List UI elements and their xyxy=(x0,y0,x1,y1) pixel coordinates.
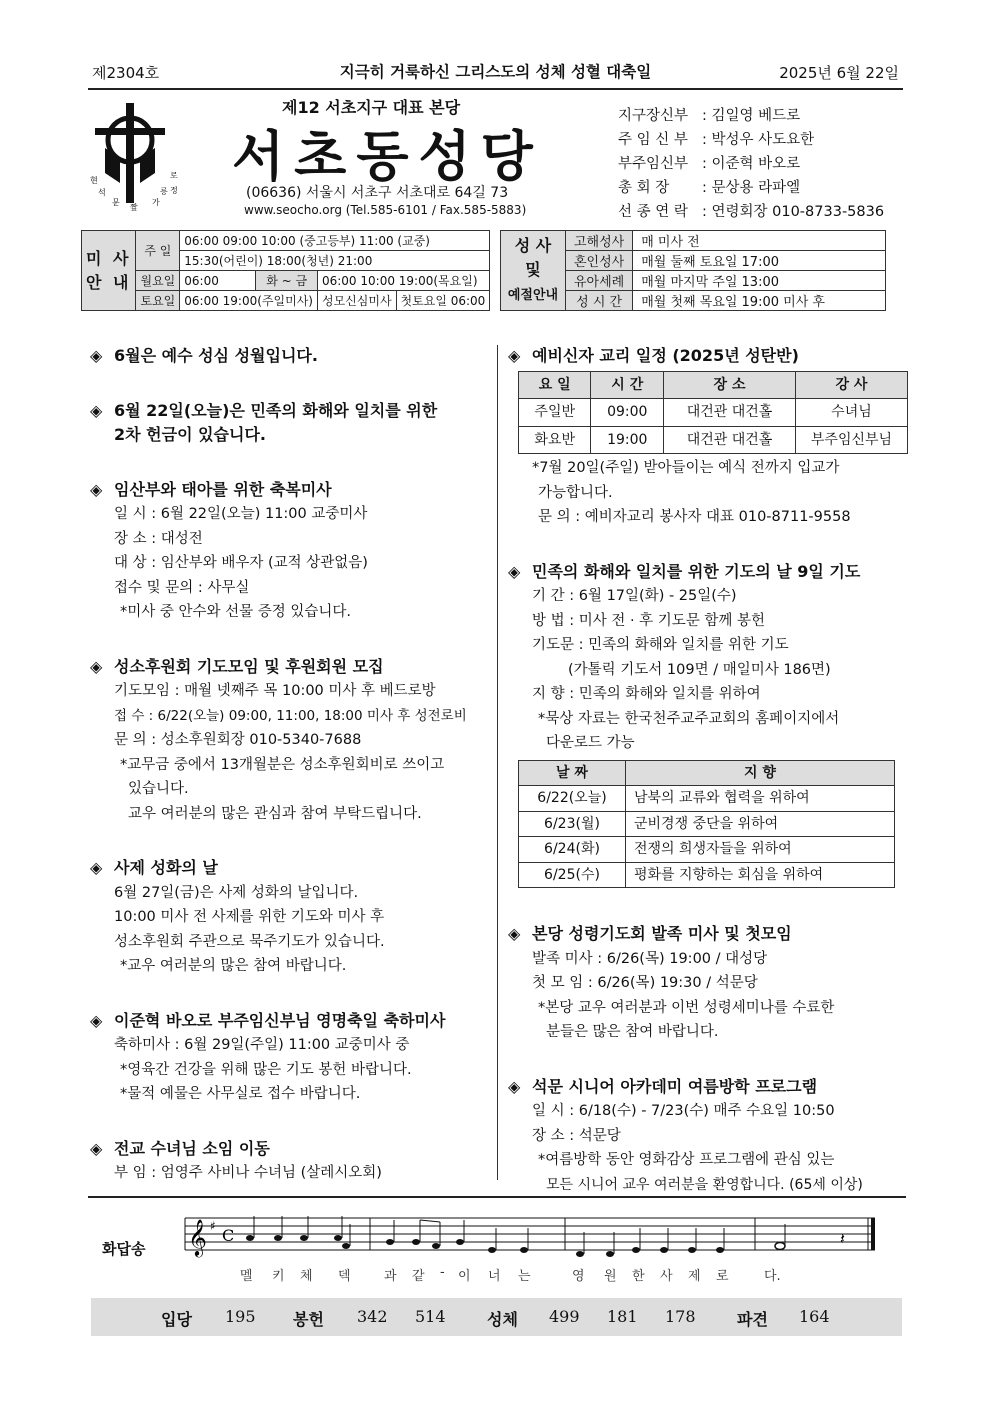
first-saturday-mass: 첫토요일 06:00 xyxy=(396,291,490,311)
table-cell: 대건관 대건홀 xyxy=(664,426,796,454)
diamond-bullet-icon: ◈ xyxy=(90,1138,103,1158)
table-header: 날 짜 xyxy=(519,760,626,786)
diamond-bullet-icon: ◈ xyxy=(90,656,103,676)
notice-heading: ◈ 임산부와 태아를 위한 축복미사 xyxy=(90,478,490,503)
logo-char: 가 xyxy=(152,198,160,207)
table-row xyxy=(519,862,895,888)
sacrament-key: 유아세례 xyxy=(566,271,633,291)
table-cell: 주일반 xyxy=(519,399,591,427)
lyric-syllable: 사 xyxy=(660,1269,673,1284)
notice-line: 첫 모 임 : 6/26(목) 19:30 / 석문당 xyxy=(532,975,758,991)
notice-line: *물적 예물은 사무실로 접수 바랍니다. xyxy=(120,1086,361,1102)
clergy-row xyxy=(618,176,884,200)
sacrament-key: 혼인성사 xyxy=(566,251,633,271)
notice-line: 교우 여러분의 많은 관심과 참여 부탁드립니다. xyxy=(128,805,422,822)
parish-website[interactable]: www.seocho.org (Tel.585-6101 / Fax.585-5883) xyxy=(244,203,527,217)
notice-line: 모든 시니어 교우 여러분을 환영합니다. (65세 이상) xyxy=(546,1176,863,1193)
table-cell: 전쟁의 희생자들을 위하여 xyxy=(626,837,895,863)
parish-logo-icon xyxy=(90,98,190,213)
parish-address: (06636) 서울시 서초구 서초대로 64길 73 xyxy=(246,185,509,201)
clergy-role: 부주임신부 xyxy=(618,156,689,172)
entrance-hymn: 195 xyxy=(225,1307,256,1326)
notice-line: 성소후원회 주관으로 묵주기도가 있습니다. xyxy=(114,933,385,950)
sacrament-value: 매월 마지막 주일 13:00 xyxy=(633,271,886,291)
diamond-bullet-icon: ◈ xyxy=(90,479,103,499)
notice-line: 문 의 : 예비자교리 봉사자 대표 010-8711-9558 xyxy=(538,509,851,525)
table-cell: 평화를 지향하는 회심을 위하여 xyxy=(626,862,895,888)
dismissal-hymn: 164 xyxy=(799,1307,830,1326)
notice-heading: ◈ 예비신자 교리 일정 (2025년 성탄반) xyxy=(508,344,908,369)
notice-heading: ◈ 전교 수녀님 소임 이동 xyxy=(90,1137,490,1162)
parish-subtitle: 제12 서초지구 대표 본당 xyxy=(282,98,461,117)
table-row xyxy=(519,786,895,812)
table-cell: 부주임신부님 xyxy=(795,426,907,454)
table-header: 장 소 xyxy=(664,371,796,399)
notice-line: *교우 여러분의 많은 참여 바랍니다. xyxy=(120,958,347,974)
diamond-bullet-icon: ◈ xyxy=(508,924,521,943)
notice-line: 기도모임 : 매월 넷째주 목 10:00 미사 후 베드로방 xyxy=(114,683,436,699)
table-cell: 19:00 xyxy=(591,426,664,454)
sunday-times-1: 06:00 09:00 10:00 (중고등부) 11:00 (교중) xyxy=(180,231,490,251)
notice-line: 접수 및 문의 : 사무실 xyxy=(114,579,250,596)
saturday-times: 06:00 19:00(주일미사) xyxy=(180,291,318,311)
offertory-label: 봉헌 xyxy=(293,1310,324,1329)
right-column xyxy=(508,344,908,1197)
notice-line: 장 소 : 대성전 xyxy=(114,530,203,547)
table-cell: 6/24(화) xyxy=(519,837,626,863)
lyric-syllable: 덱 xyxy=(338,1269,351,1284)
diamond-bullet-icon: ◈ xyxy=(508,561,521,581)
issue-number: 제2304호 xyxy=(92,64,160,82)
lyric-syllable: 멜 xyxy=(240,1269,253,1284)
entrance-label: 입당 xyxy=(161,1310,192,1329)
table-cell: 수녀님 xyxy=(795,399,907,427)
notice-line: 부 임 : 엄영주 사비나 수녀님 (살레시오회) xyxy=(114,1165,382,1181)
notice-line: *미사 중 안수와 선물 증정 있습니다. xyxy=(120,604,352,620)
mary-mass: 성모신심미사 xyxy=(317,291,396,311)
treble-clef-icon: 𝄞 xyxy=(188,1218,207,1256)
notice-heading-cont: 2차 헌금이 있습니다. xyxy=(114,425,266,444)
communion-hymn: 499 xyxy=(549,1307,580,1326)
sacrament-table xyxy=(500,230,886,311)
logo-char: 짶 xyxy=(130,203,138,212)
offertory-hymn: 342 xyxy=(357,1307,388,1326)
table-cell: 남북의 교류와 협력을 위하여 xyxy=(626,786,895,812)
notice-line: *본당 교우 여러분과 이번 성령세미나를 수료한 xyxy=(538,999,835,1016)
table-cell: 화요반 xyxy=(519,426,591,454)
mass-schedule-table xyxy=(81,230,490,311)
offertory-hymn: 514 xyxy=(415,1307,446,1326)
mass-label: 미 사 안 내 xyxy=(82,231,136,311)
logo-char: 릉 xyxy=(160,187,168,196)
sacrament-value: 매 미사 전 xyxy=(633,231,886,251)
communion-hymn: 178 xyxy=(665,1307,696,1326)
communion-label: 성체 xyxy=(487,1310,518,1329)
clergy-name: : 김일영 베드로 xyxy=(702,108,801,124)
lyric-syllable: 키 xyxy=(272,1269,285,1284)
lyric-syllable: 로 xyxy=(716,1269,729,1284)
notice-line: 축하미사 : 6월 29일(주일) 11:00 교중미사 중 xyxy=(114,1037,410,1053)
psalm-lyrics xyxy=(180,1265,880,1285)
diamond-bullet-icon: ◈ xyxy=(90,858,103,877)
table-cell: 09:00 xyxy=(591,399,664,427)
notice-line: 분들은 많은 참여 바랍니다. xyxy=(546,1024,719,1040)
notice-line: 10:00 미사 전 사제를 위한 기도와 미사 후 xyxy=(114,909,385,925)
notice-heading: ◈ 석문 시니어 아카데미 여름방학 프로그램 xyxy=(508,1075,908,1100)
parish-title: 서초동성당 xyxy=(232,124,543,188)
monday-times: 06:00 xyxy=(180,271,256,291)
clergy-role: 주 임 신 부 xyxy=(618,132,688,148)
notice-heading: ◈ 사제 성화의 날 xyxy=(90,856,490,881)
logo-char: 로 xyxy=(170,171,178,180)
notice-heading: ◈ 민족의 화해와 일치를 위한 기도의 날 9일 기도 xyxy=(508,560,908,585)
monday-label: 월요일 xyxy=(136,271,180,291)
lyric-syllable: 한 xyxy=(632,1269,645,1284)
issue-date: 2025년 6월 22일 xyxy=(779,64,899,82)
table-cell: 6/23(월) xyxy=(519,811,626,837)
notice-heading: ◈ 이준혁 바오로 부주임신부님 영명축일 축하미사 xyxy=(90,1009,490,1034)
lyric-syllable: 제 xyxy=(688,1269,701,1284)
notice-line: *묵상 자료는 한국천주교주교회의 홈페이지에서 xyxy=(538,710,840,727)
notice-line: 기 간 : 6월 17일(화) - 25일(수) xyxy=(532,588,737,604)
catechumen-table xyxy=(518,371,908,455)
notice-line: 발족 미사 : 6/26(목) 19:00 / 대성당 xyxy=(532,950,768,967)
table-cell: 군비경쟁 중단을 위하여 xyxy=(626,811,895,837)
lyric-syllable: 과 xyxy=(384,1269,397,1284)
saturday-label: 토요일 xyxy=(136,291,180,311)
lyric-syllable: 영 xyxy=(572,1269,585,1284)
prayer-intention-table xyxy=(518,760,895,889)
lyric-syllable: - xyxy=(440,1265,445,1280)
hymn-numbers-bar xyxy=(91,1298,902,1336)
clergy-list xyxy=(618,104,884,224)
sunday-label: 주 일 xyxy=(136,231,180,271)
clergy-name: : 이준혁 바오로 xyxy=(702,156,801,172)
psalm-staff xyxy=(180,1208,880,1268)
diamond-bullet-icon: ◈ xyxy=(90,1010,103,1030)
diamond-bullet-icon: ◈ xyxy=(508,346,521,365)
table-header: 시 간 xyxy=(591,371,664,399)
clergy-row xyxy=(618,152,884,176)
clergy-name: : 연령회장 010-8733-5836 xyxy=(702,204,885,220)
clergy-role: 선 종 연 락 xyxy=(618,204,688,220)
table-cell: 6/22(오늘) xyxy=(519,786,626,812)
clergy-name: : 박성우 사도요한 xyxy=(702,132,815,148)
notice-line: *영육간 건강을 위해 많은 기도 봉헌 바랍니다. xyxy=(120,1061,412,1078)
sunday-times-2: 15:30(어린이) 18:00(청년) 21:00 xyxy=(180,251,490,271)
table-header: 강 사 xyxy=(795,371,907,399)
notice-line: 대 상 : 임산부와 배우자 (교적 상관없음) xyxy=(114,555,368,571)
notice-line: 장 소 : 석문당 xyxy=(532,1127,621,1144)
rest-icon: 𝄽 xyxy=(840,1229,845,1248)
notice-line: 6월 27일(금)은 사제 성화의 날입니다. xyxy=(114,884,359,901)
clergy-row xyxy=(618,104,884,128)
notice-line: 접 수 : 6/22(오늘) 09:00, 11:00, 18:00 미사 후 성전로비 xyxy=(114,707,467,724)
notice-line: 방 법 : 미사 전 · 후 기도문 함께 봉헌 xyxy=(532,612,766,629)
sacrament-value: 매월 둘째 토요일 17:00 xyxy=(633,251,886,271)
tue-fri-label: 화 ~ 금 xyxy=(256,271,318,291)
notice-line: *교무금 중에서 13개월분은 성소후원회비로 쓰이고 xyxy=(120,756,445,773)
dismissal-label: 파견 xyxy=(737,1310,768,1329)
lyric-syllable: 같 xyxy=(412,1269,425,1284)
clergy-role: 지구장신부 xyxy=(618,108,689,124)
lyric-syllable: 는 xyxy=(518,1269,531,1284)
diamond-bullet-icon: ◈ xyxy=(508,1076,521,1096)
notice-heading: ◈ 성소후원회 기도모임 및 후원회원 모집 xyxy=(90,655,490,680)
notice-line: (가톨릭 기도서 109면 / 매일미사 186면) xyxy=(568,661,831,678)
notice-line: 일 시 : 6/18(수) - 7/23(수) 매주 수요일 10:50 xyxy=(532,1103,835,1119)
notice-heading: ◈ 6월은 예수 성심 성월입니다. xyxy=(90,344,490,369)
table-header: 지 향 xyxy=(626,760,895,786)
clergy-row xyxy=(618,128,884,152)
table-header: 요 일 xyxy=(519,371,591,399)
logo-char: 석 xyxy=(98,188,106,197)
diamond-bullet-icon: ◈ xyxy=(90,346,103,365)
communion-hymn: 181 xyxy=(607,1307,638,1326)
notice-line: 일 시 : 6월 22일(오늘) 11:00 교중미사 xyxy=(114,506,368,522)
table-row xyxy=(519,426,908,454)
logo-char: 정 xyxy=(170,186,178,195)
top-header-line xyxy=(88,58,903,90)
table-cell: 6/25(수) xyxy=(519,862,626,888)
logo-char: 문 xyxy=(112,198,120,207)
notice-line: 지 향 : 민족의 화해와 일치를 위하여 xyxy=(532,686,761,702)
notice-line: 문 의 : 성소후원회장 010-5340-7688 xyxy=(114,732,362,748)
notice-line: *7월 20일(주일) 받아들이는 예식 전까지 입교가 xyxy=(532,460,840,476)
notice-line: 기도문 : 민족의 화해와 일치를 위한 기도 xyxy=(532,637,789,653)
tue-fri-times: 06:00 10:00 19:00(목요일) xyxy=(317,271,489,291)
clergy-row xyxy=(618,200,884,224)
notice-line: 있습니다. xyxy=(128,781,189,797)
sacrament-label: 성 사 및 예절안내 xyxy=(501,231,566,311)
feast-title: 지극히 거룩하신 그리스도의 성체 성혈 대축일 xyxy=(339,63,652,81)
table-row xyxy=(519,837,895,863)
lyric-syllable: 체 xyxy=(300,1269,313,1284)
notice-heading: ◈ 본당 성령기도회 발족 미사 및 첫모임 xyxy=(508,922,908,947)
notice-line: 가능합니다. xyxy=(538,484,613,501)
lyric-syllable: 원 xyxy=(604,1269,617,1284)
left-column xyxy=(90,344,490,1186)
notice-line: *여름방학 동안 영화감상 프로그램에 관심 있는 xyxy=(538,1152,835,1168)
column-divider xyxy=(497,345,498,1180)
lyric-syllable: 이 xyxy=(458,1269,471,1284)
sacrament-key: 성 시 간 xyxy=(566,291,633,311)
clergy-name: : 문상용 라파엘 xyxy=(702,180,801,196)
sharp-icon: ♯ xyxy=(210,1219,216,1233)
table-cell: 대건관 대건홀 xyxy=(664,399,796,427)
notice-line: 다운로드 가능 xyxy=(546,735,635,751)
logo-char: 현 xyxy=(90,176,98,185)
psalm-label: 화답송 xyxy=(102,1240,146,1258)
common-time-icon: C xyxy=(222,1226,235,1245)
sacrament-value: 매월 첫째 목요일 19:00 미사 후 xyxy=(633,291,886,311)
sacrament-key: 고해성사 xyxy=(566,231,633,251)
table-row xyxy=(519,399,908,427)
lyric-syllable: 너 xyxy=(488,1269,501,1284)
lyric-syllable: 다. xyxy=(764,1269,781,1284)
clergy-role: 총 회 장 xyxy=(618,180,670,196)
footer-divider xyxy=(88,1196,906,1198)
notice-heading: ◈ 6월 22일(오늘)은 민족의 화해와 일치를 위한 xyxy=(90,399,490,424)
table-row xyxy=(519,811,895,837)
diamond-bullet-icon: ◈ xyxy=(90,400,103,420)
